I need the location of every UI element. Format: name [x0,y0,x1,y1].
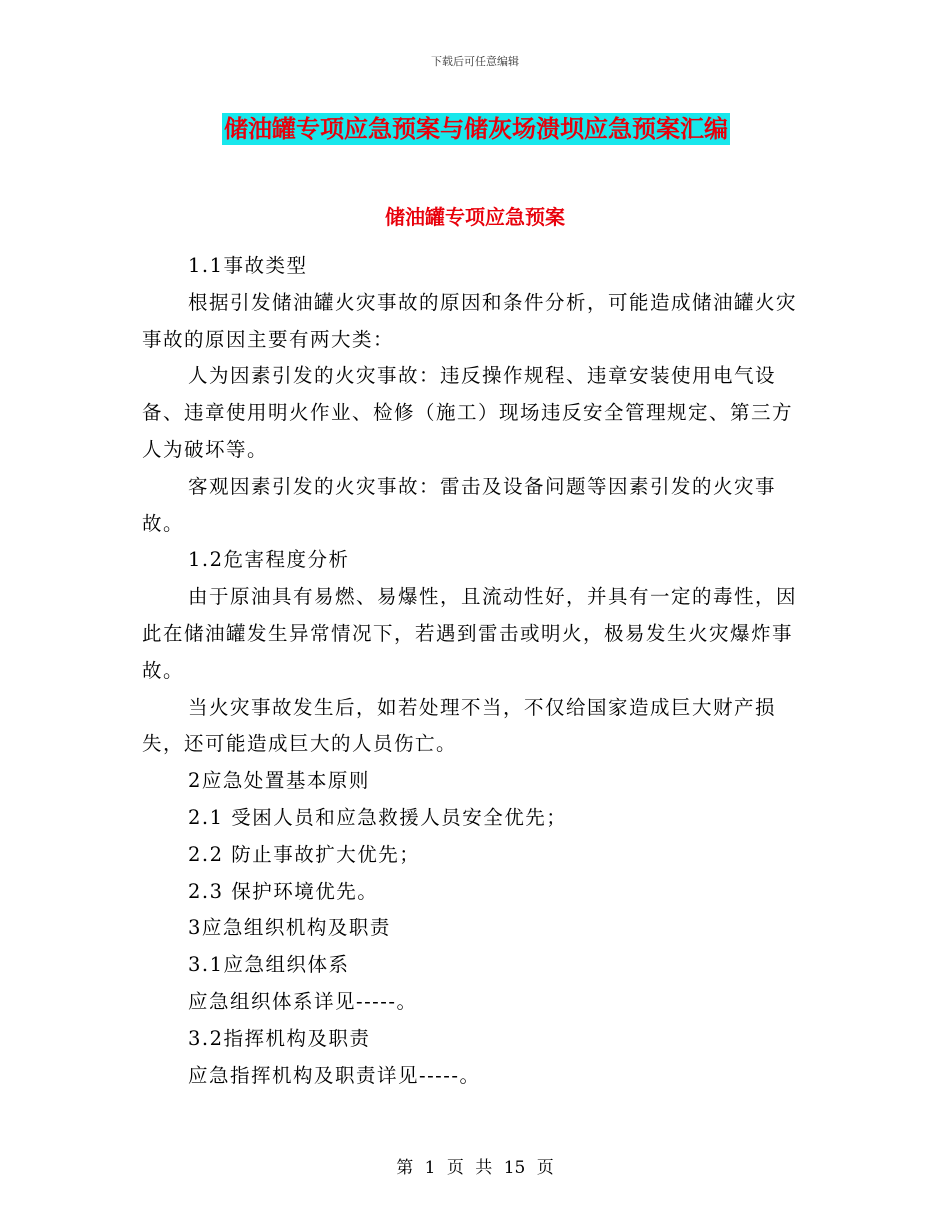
paragraph: 2.3 保护环境优先。 [188,879,379,903]
paragraph: 应急指挥机构及职责详见-----。 [188,1063,481,1087]
paragraph: 1.1事故类型 [188,254,308,277]
section-title: 储油罐专项应急预案 [385,205,565,229]
paragraph: 由于原油具有易燃、易爆性，且流动性好，并具有一定的毒性，因此在储油罐发生异常情况下，若遇到雷击或明火，极易发生火灾爆炸事故。 [142,585,798,682]
document-title: 储油罐专项应急预案与储灰场溃坝应急预案汇编 [224,115,728,143]
page-footer: 第 1 页 共 15 页 [396,1158,554,1178]
paragraph: 人为因素引发的火灾事故：违反操作规程、违章安装使用电气设备、违章使用明火作业、检修（施工）现场违反安全管理规定、第三方人为破坏等。 [142,364,794,461]
paragraph: 1.2危害程度分析 [188,548,350,572]
paragraph: 3.1应急组织体系 [188,953,350,977]
header-note: 下载后可任意编辑 [431,55,519,68]
paragraph: 应急组织体系详见-----。 [188,989,418,1013]
document-body [142,248,802,1094]
paragraph: 2.2 防止事故扩大优先； [188,842,421,866]
paragraph: 当火灾事故发生后，如若处理不当，不仅给国家造成巨大财产损失，还可能造成巨大的人员伤亡。 [142,695,777,756]
paragraph: 3应急组织机构及职责 [188,916,391,940]
paragraph: 2应急处置基本原则 [188,769,370,793]
paragraph: 3.2指挥机构及职责 [188,1026,371,1050]
paragraph: 客观因素引发的火灾事故：雷击及设备问题等因素引发的火灾事故。 [142,474,777,535]
paragraph: 2.1 受困人员和应急救援人员安全优先； [188,805,568,829]
paragraph: 根据引发储油罐火灾事故的原因和条件分析，可能造成储油罐火灾事故的原因主要有两大类： [142,290,798,351]
